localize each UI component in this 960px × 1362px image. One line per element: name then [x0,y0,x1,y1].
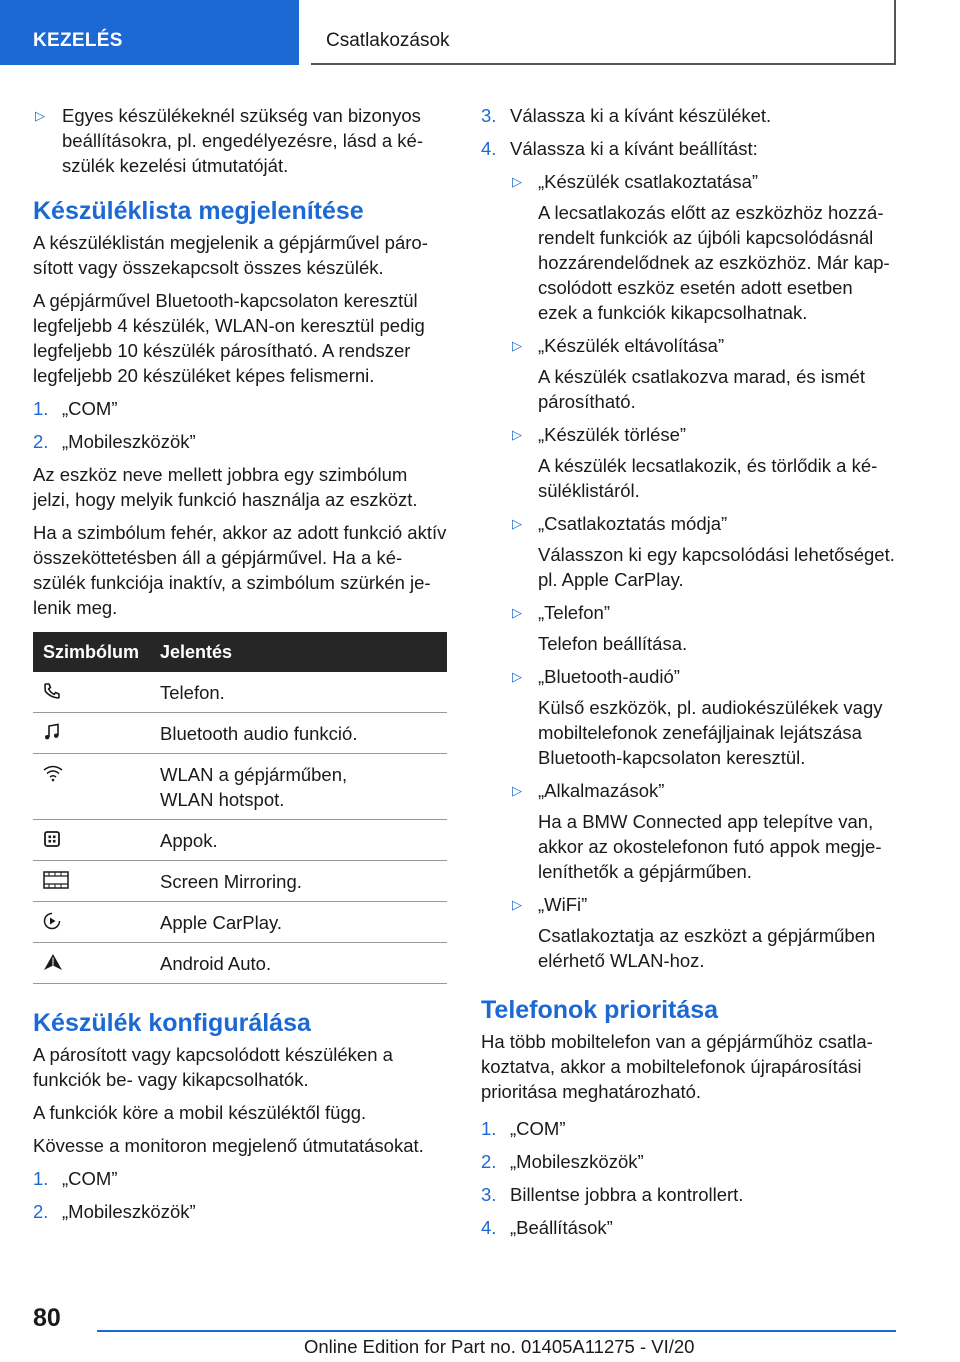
paragraph: A készüléklistán megjelenik a gépjárművel párosított vagy összekapcsolt összes készülék. [33,232,428,278]
option-description: Külső eszközök, pl. audiokészülékek vagy mobiltelefonok zenefájljainak lejátszása Bluetooth-kapcsolaton keresztül. [538,697,883,768]
table-row [33,861,447,902]
edition-text: Online Edition for Part no. 01405A11275 - VI/20 [304,1336,695,1357]
wifi-icon [43,764,63,782]
footer-divider [97,1330,896,1332]
table-row [33,902,447,943]
symbol-cell [33,672,160,713]
step-text: Billentse jobbra a kontrollert. [510,1184,744,1205]
step-text: Válassza ki a kívánt készüléket. [510,105,772,126]
option-label: „Készülék eltávolítása” [538,335,725,356]
heading-device-list: Készüléklista megjelenítése [33,197,364,225]
note-text: Egyes készülékeknél szükség van bizonyos beállításokra, pl. engedélyezésre, lásd a készülék kezelési útmutatóját. [62,105,423,176]
option-item [481,333,896,358]
list-item [481,1149,896,1174]
triangle-bullet-icon: ▷ [512,605,522,620]
left-column [33,103,447,1232]
paragraph: Az eszköz neve mellett jobbra egy szimbólum jelzi, hogy melyik funkció használja az eszközt. [33,464,418,510]
option-item [481,422,896,447]
list-item [481,1215,896,1240]
symbol-cell [33,943,160,984]
section-title: KEZELÉS [33,30,123,51]
option-description: Telefon beállítása. [538,633,688,654]
paragraph: A gépjárművel Bluetooth-kapcsolaton keresztül legfeljebb 4 készülék, WLAN-on keresztül pedig legfeljebb 10 készülék párosítható. A rendszer legfeljebb 20 készüléket képes felismerni. [33,290,425,386]
option-description: Csatlakoztatja az eszközt a gépjárműben elérhető WLAN-hoz. [538,925,876,971]
triangle-bullet-icon: ▷ [512,897,522,912]
meaning-cell: Appok. [160,820,447,861]
meaning-cell: Apple CarPlay. [160,902,447,943]
option-label: „Készülék csatlakoztatása” [538,171,759,192]
step-text: „COM” [510,1118,566,1139]
list-item [33,1166,447,1191]
page-number: 80 [33,1304,61,1332]
option-label: „Alkalmazások” [538,780,665,801]
table-row [33,943,447,984]
step-number: 3. [481,1184,497,1205]
option-description: Ha a BMW Connected app telepítve van, akkor az okostelefonon futó appok megjeleníthetők a gépjárműben. [538,811,882,882]
apps-icon [43,830,61,848]
column-header-symbol: Szimbólum [33,632,160,672]
chapter-header [311,0,896,65]
paragraph: A funkciók köre a mobil készüléktől függ. [33,1102,367,1123]
triangle-bullet-icon: ▷ [512,669,522,684]
triangle-bullet-icon: ▷ [512,783,522,798]
meaning-cell: Bluetooth audio funkció. [160,713,447,754]
step-text: „Mobileszközök” [62,1201,196,1222]
symbol-cell [33,754,160,820]
list-item [33,396,447,421]
option-item [481,169,896,194]
column-header-meaning: Jelentés [160,632,447,672]
triangle-bullet-icon: ▷ [512,338,522,353]
option-description: A készülék lecsatlakozik, és törlődik a késüléklistáról. [538,455,878,501]
symbol-cell [33,820,160,861]
triangle-bullet-icon: ▷ [512,174,522,189]
step-text: „Mobileszközök” [62,431,196,452]
symbol-cell [33,861,160,902]
list-item [33,429,447,454]
screen-mirroring-icon [43,871,69,889]
heading-device-config: Készülék konfigurálása [33,1009,311,1037]
meaning-cell: Telefon. [160,672,447,713]
step-number: 1. [481,1118,497,1139]
option-label: „Telefon” [538,602,610,623]
list-item [481,136,896,161]
symbol-table [33,632,447,984]
option-item [481,600,896,625]
step-text: „Mobileszközök” [510,1151,644,1172]
paragraph: Kövesse a monitoron megjelenő útmutatásokat. [33,1135,424,1156]
section-tab [0,0,299,65]
paragraph: Ha több mobiltelefon van a gépjárműhöz csatlakoztatva, akkor a mobiltelefonok újrapárosítási prioritása meghatározható. [481,1031,873,1102]
note-item [33,103,447,178]
option-item [481,778,896,803]
step-number: 2. [33,1201,49,1222]
list-item [33,1199,447,1224]
phone-icon [43,682,61,700]
chapter-title: Csatlakozások [326,30,450,51]
step-text: „Beállítások” [510,1217,613,1238]
table-row [33,820,447,861]
option-item [481,892,896,917]
list-item [481,1116,896,1141]
option-label: „Csatlakoztatás módja” [538,513,728,534]
symbol-cell [33,902,160,943]
carplay-icon [43,912,61,930]
option-description: A készülék csatlakozva marad, és ismét párosítható. [538,366,865,412]
list-item [481,103,896,128]
step-number: 2. [33,431,49,452]
step-number: 1. [33,398,49,419]
symbol-cell [33,713,160,754]
table-header-row [33,632,447,672]
option-description: A lecsatlakozás előtt az eszközhöz hozzárendelt funkciók az újbóli kapcsolódásnál hozzárendelődnek az eszközhöz. Már kapcsolódott eszköz esetén adott esetben ezek a funkciók kikapcsolhatnak. [538,202,890,323]
heading-phone-priority: Telefonok prioritása [481,996,719,1024]
meaning-line: WLAN a gépjárműben, [160,764,348,785]
android-auto-icon [43,953,63,971]
paragraph: A párosított vagy kapcsolódott készüléken a funkciók be- vagy kikapcsolhatók. [33,1044,393,1090]
music-note-icon [43,723,61,741]
step-number: 2. [481,1151,497,1172]
triangle-bullet-icon: ▷ [512,427,522,442]
step-number: 3. [481,105,497,126]
paragraph: Ha a szimbólum fehér, akkor az adott funkció aktív összeköttetésben áll a gépjárművel. Ha a készülék funkciója inaktív, a szimbólum szürkén jelenik meg. [33,522,447,618]
option-label: „WiFi” [538,894,588,915]
list-item [481,1182,896,1207]
right-column [481,103,896,1248]
step-text: Válassza ki a kívánt beállítást: [510,138,758,159]
option-label: „Készülék törlése” [538,424,687,445]
triangle-bullet-icon: ▷ [35,108,45,123]
step-number: 4. [481,1217,497,1238]
step-number: 4. [481,138,497,159]
option-label: „Bluetooth-audió” [538,666,680,687]
step-text: „COM” [62,1168,118,1189]
triangle-bullet-icon: ▷ [512,516,522,531]
option-item [481,511,896,536]
table-row [33,754,447,820]
step-text: „COM” [62,398,118,419]
meaning-cell: Android Auto. [160,943,447,984]
meaning-cell [160,754,447,820]
step-number: 1. [33,1168,49,1189]
option-description: Válasszon ki egy kapcsolódási lehetőséget. pl. Apple CarPlay. [538,544,895,590]
table-row [33,672,447,713]
option-item [481,664,896,689]
meaning-cell: Screen Mirroring. [160,861,447,902]
table-row [33,713,447,754]
meaning-line: WLAN hotspot. [160,789,285,810]
